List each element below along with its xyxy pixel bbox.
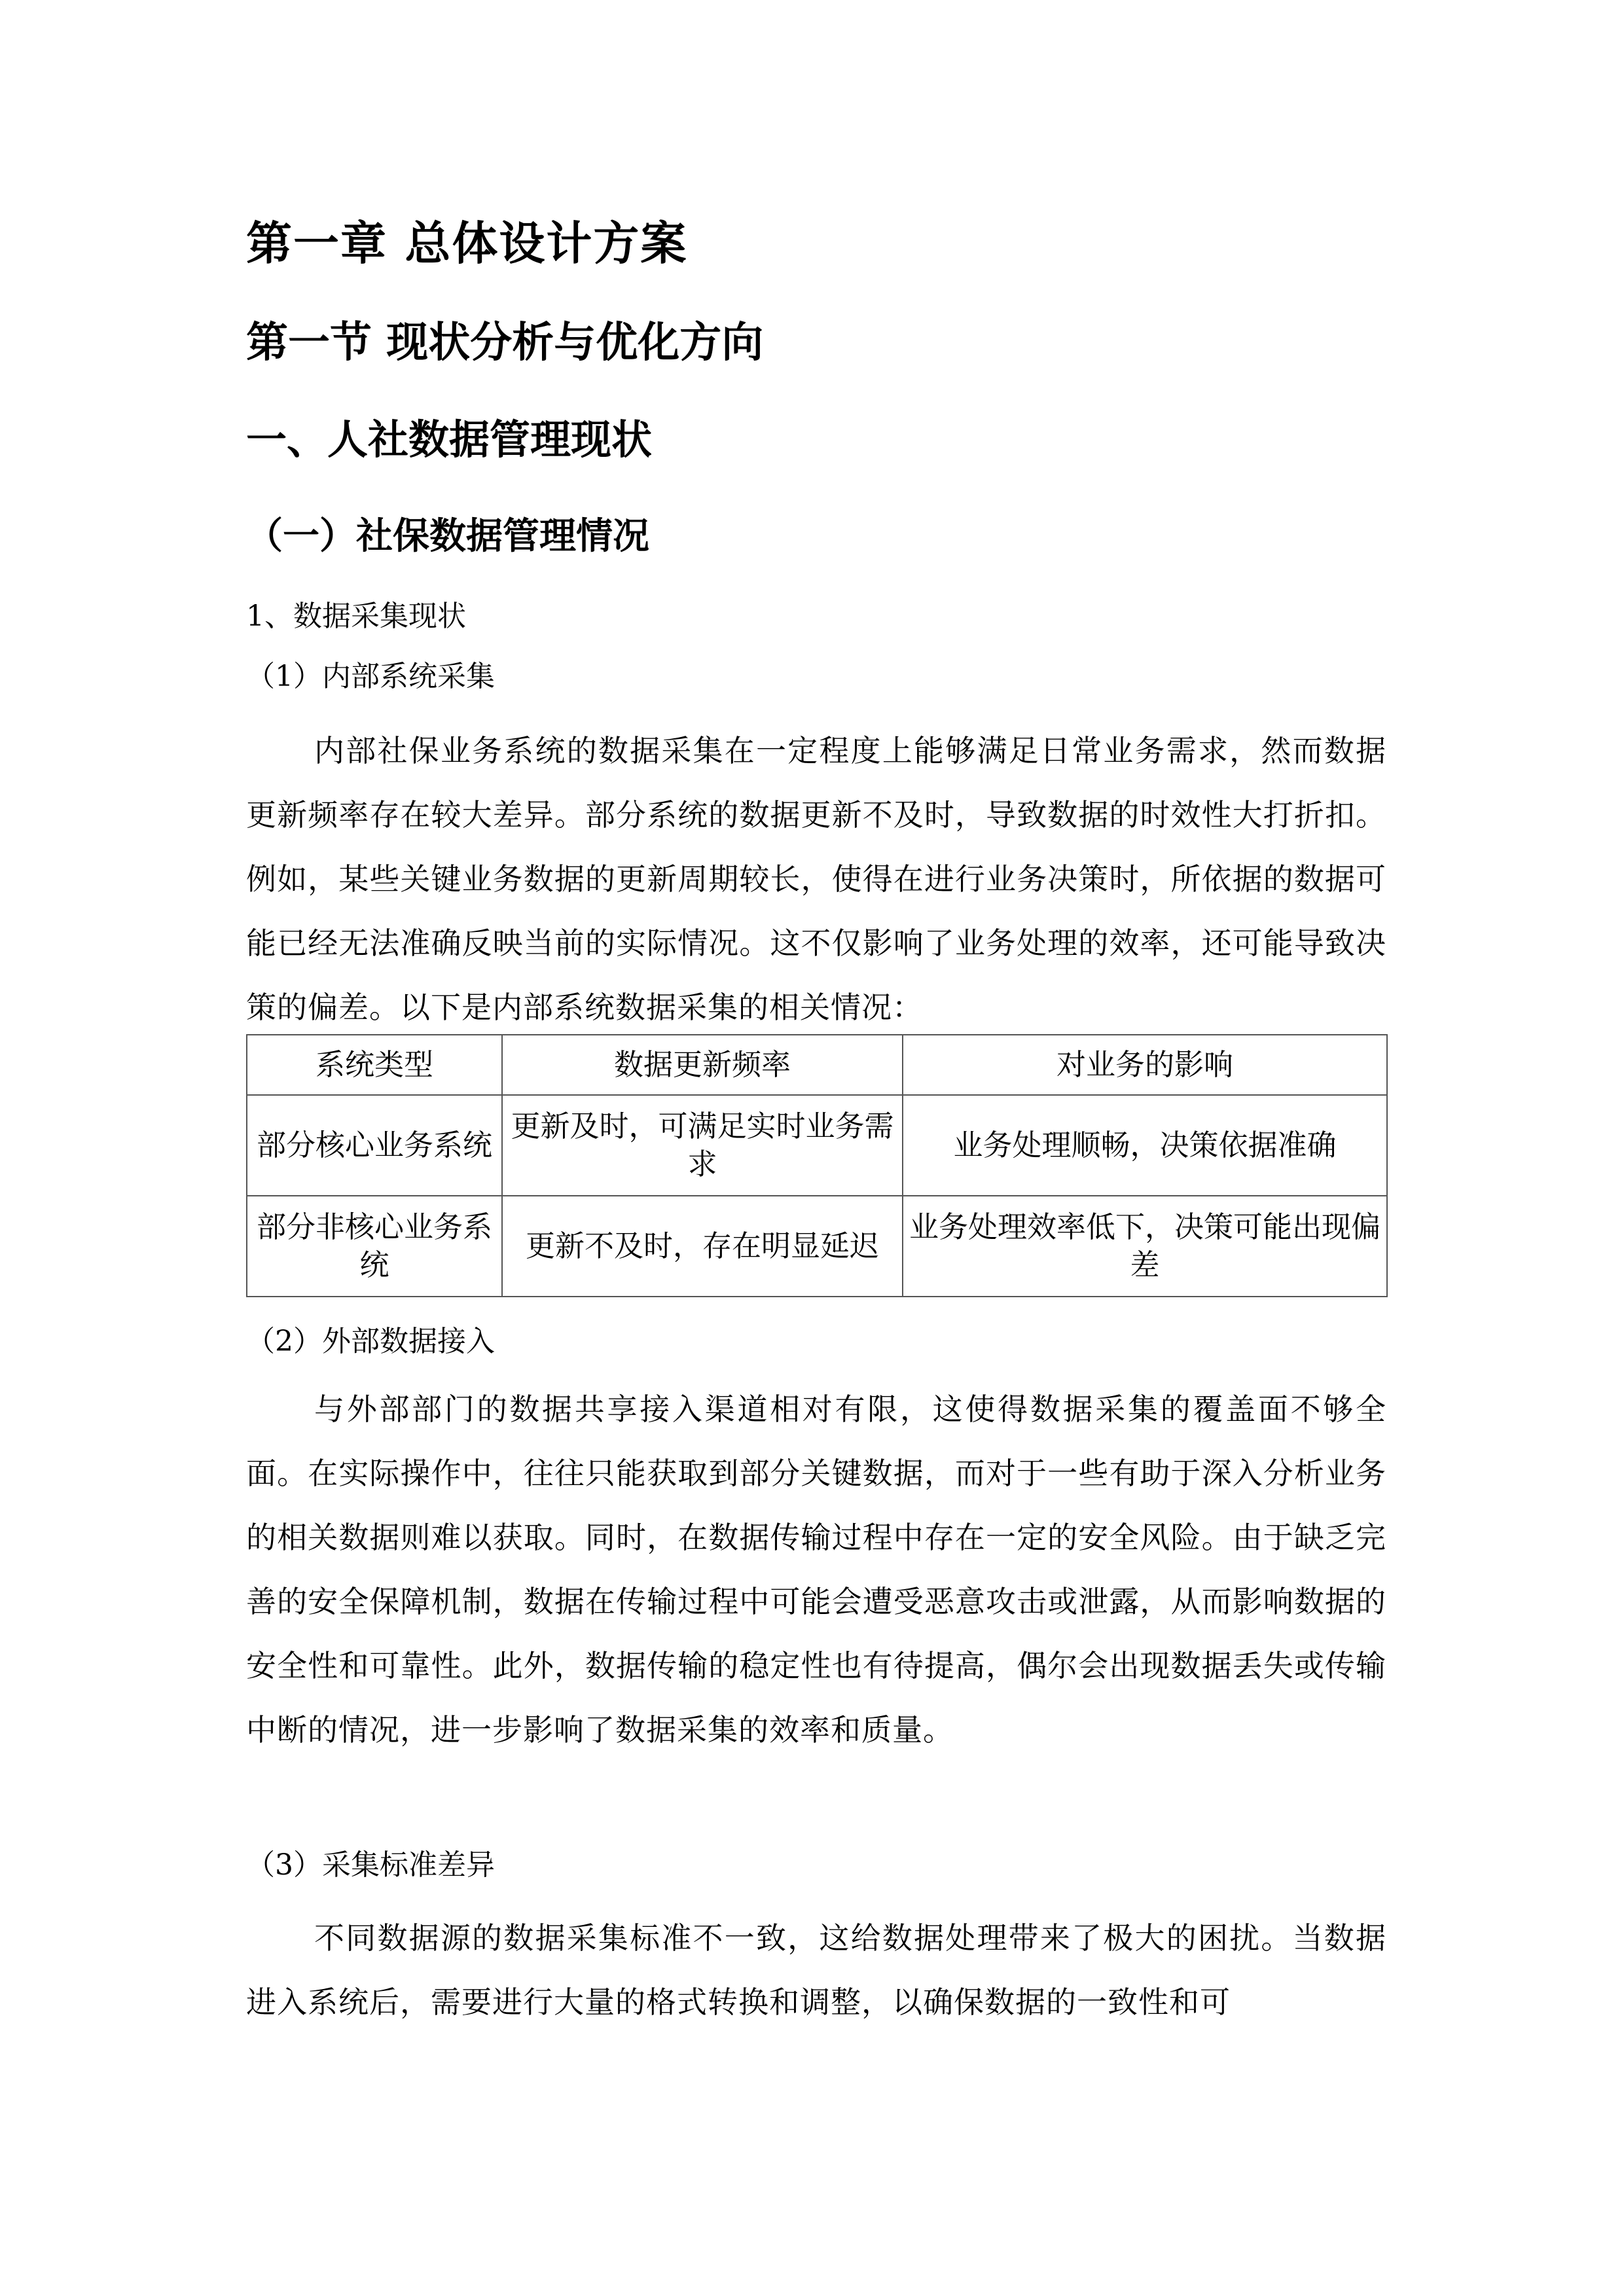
table-cell: 部分核心业务系统 xyxy=(247,1095,502,1196)
table-cell: 更新及时，可满足实时业务需求 xyxy=(502,1095,903,1196)
table-cell: 业务处理效率低下，决策可能出现偏差 xyxy=(903,1196,1387,1297)
part-1-title: （1）内部系统采集 xyxy=(246,660,495,693)
sub-subsection-title: （一）社保数据管理情况 xyxy=(246,514,649,558)
item-1-title: 1、数据采集现状 xyxy=(246,600,466,633)
chapter-title: 第一章 总体设计方案 xyxy=(246,217,688,270)
data-collection-table xyxy=(246,1034,1388,1297)
table-header-cell: 对业务的影响 xyxy=(903,1035,1387,1095)
table-header-cell: 数据更新频率 xyxy=(502,1035,903,1095)
table-header-cell: 系统类型 xyxy=(247,1035,502,1095)
table-row xyxy=(247,1095,1387,1196)
part-3-title: （3）采集标准差异 xyxy=(246,1848,495,1882)
part-2-title: （2）外部数据接入 xyxy=(246,1325,495,1358)
table-cell: 更新不及时，存在明显延迟 xyxy=(502,1196,903,1297)
subsection-title: 一、人社数据管理现状 xyxy=(246,416,653,463)
table-cell: 业务处理顺畅，决策依据准确 xyxy=(903,1095,1387,1196)
table-header-row xyxy=(247,1035,1387,1095)
part-3-paragraph: 不同数据源的数据采集标准不一致，这给数据处理带来了极大的困扰。当数据进入系统后，需要进行大量的格式转换和调整，以确保数据的一致性和可 xyxy=(246,1920,1386,2020)
table-cell: 部分非核心业务系统 xyxy=(247,1196,502,1297)
table-row xyxy=(247,1196,1387,1297)
part-1-paragraph: 内部社保业务系统的数据采集在一定程度上能够满足日常业务需求，然而数据更新频率存在较大差异。部分系统的数据更新不及时，导致数据的时效性大打折扣。例如，某些关键业务数据的更新周期较长，使得在进行业务决策时，所依据的数据可能已经无法准确反映当前的实际情况。这不仅影响了业务处理的效率，还可能导致决策的偏差。以下是内部系统数据采集的相关情况： xyxy=(246,733,1386,1025)
section-title: 第一节 现状分析与优化方向 xyxy=(246,319,764,367)
part-2-paragraph: 与外部部门的数据共享接入渠道相对有限，这使得数据采集的覆盖面不够全面。在实际操作中，往往只能获取到部分关键数据，而对于一些有助于深入分析业务的相关数据则难以获取。同时，在数据传输过程中存在一定的安全风险。由于缺乏完善的安全保障机制，数据在传输过程中可能会遭受恶意攻击或泄露，从而影响数据的安全性和可靠性。此外，数据传输的稳定性也有待提高，偶尔会出现数据丢失或传输中断的情况，进一步影响了数据采集的效率和质量。 xyxy=(246,1391,1386,1748)
